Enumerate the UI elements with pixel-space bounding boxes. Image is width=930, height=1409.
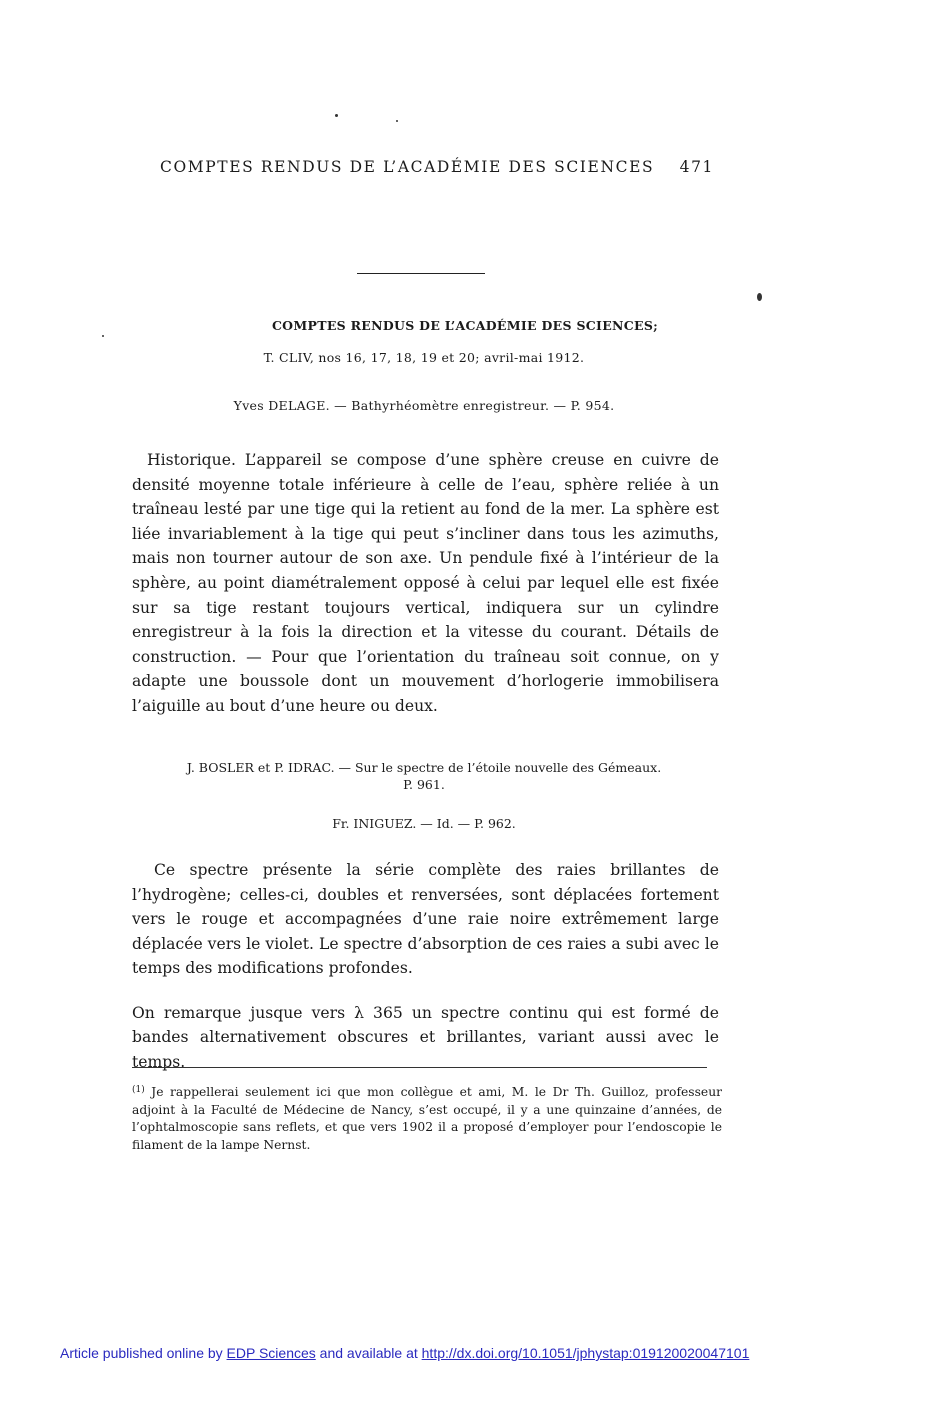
scan-speck	[396, 120, 398, 122]
footer-middle: and available at	[315, 1345, 422, 1361]
running-head	[160, 158, 720, 176]
source-volume: T. CLIV, nos 16, 17, 18, 19 et 20; avril-mai 1912.	[263, 350, 585, 365]
scan-speck	[102, 335, 104, 337]
entry-heading-line: P. 961.	[403, 777, 445, 792]
entry-paragraph	[132, 858, 719, 981]
footnote	[132, 1082, 722, 1154]
entry-heading: Yves DELAGE. — Bathyrhéomètre enregistreur. — P. 954.	[233, 398, 615, 413]
running-title: COMPTES RENDUS DE L’ACADÉMIE DES SCIENCES	[160, 158, 655, 176]
entry-paragraph	[132, 448, 719, 719]
footer-prefix: Article published online by	[60, 1345, 227, 1361]
section-rule	[357, 273, 485, 274]
page-number: 471	[679, 158, 714, 176]
source-title: COMPTES RENDUS DE L’ACADÉMIE DES SCIENCES;	[271, 318, 659, 333]
footnote-text: Je rappellerai seulement ici que mon collègue et ami, M. le Dr Th. Guilloz, professeur adjoint à la Faculté de Médecine de Nancy, s’est occupé, il y a une quinzaine d’années, de l’ophtalmoscopie sans reflets, et que vers 1902 il a proposé d’employer pour l’endoscopie le filament de la lampe Nernst.	[132, 1085, 722, 1152]
scan-speck	[335, 114, 338, 117]
paragraph-text: On remarque jusque vers λ 365 un spectre continu qui est formé de bandes alternativement obscures et brillantes, variant aussi avec le temps.	[132, 1003, 719, 1071]
doi-link[interactable]: http://dx.doi.org/10.1051/jphystap:019120020047101	[421, 1345, 750, 1361]
paragraph-text: Ce spectre présente la série complète des raies brillantes de l’hydrogène; celles-ci, doubles et renversées, sont déplacées fortement vers le rouge et accompagnées d’une raie noire extrêmement large déplacée vers le violet. Le spectre d’absorption de ces raies a subi avec le temps des modifications profondes.	[132, 861, 719, 978]
publisher-link[interactable]: EDP Sciences	[226, 1345, 316, 1361]
publication-footer	[60, 1345, 920, 1361]
entry-heading-line: J. BOSLER et P. IDRAC. — Sur le spectre de l’étoile nouvelle des Gémeaux.	[186, 760, 662, 775]
paragraph-text: Historique. L’appareil se compose d’une sphère creuse en cuivre de densité moyenne totale inférieure à celle de l’eau, sphère reliée à un traîneau lesté par une tige qui la retient au fond de la mer. La sphère est liée invariablement à la tige qui peut s’incliner dans tous les azimuths, mais non tourner autour de son axe. Un pendule fixé à l’intérieur de la sphère, au point diamétralement opposé à celui par lequel elle est fixée sur sa tige restant toujours vertical, indiquera sur un cylindre enregistreur à la fois la direction et la vitesse du courant. Détails de construction. — Pour que l’orientation du traîneau soit connue, on y adapte une boussole dont un mouvement d’horlogerie immobilisera l’aiguille au bout d’une heure ou deux.	[132, 451, 719, 715]
footnote-rule	[132, 1067, 707, 1068]
scan-speck	[757, 293, 762, 301]
footnote-marker: (1)	[132, 1085, 145, 1095]
entry-heading: Fr. INIGUEZ. — Id. — P. 962.	[332, 816, 516, 831]
entry-heading	[0, 759, 848, 793]
entry-paragraph	[132, 985, 719, 1090]
